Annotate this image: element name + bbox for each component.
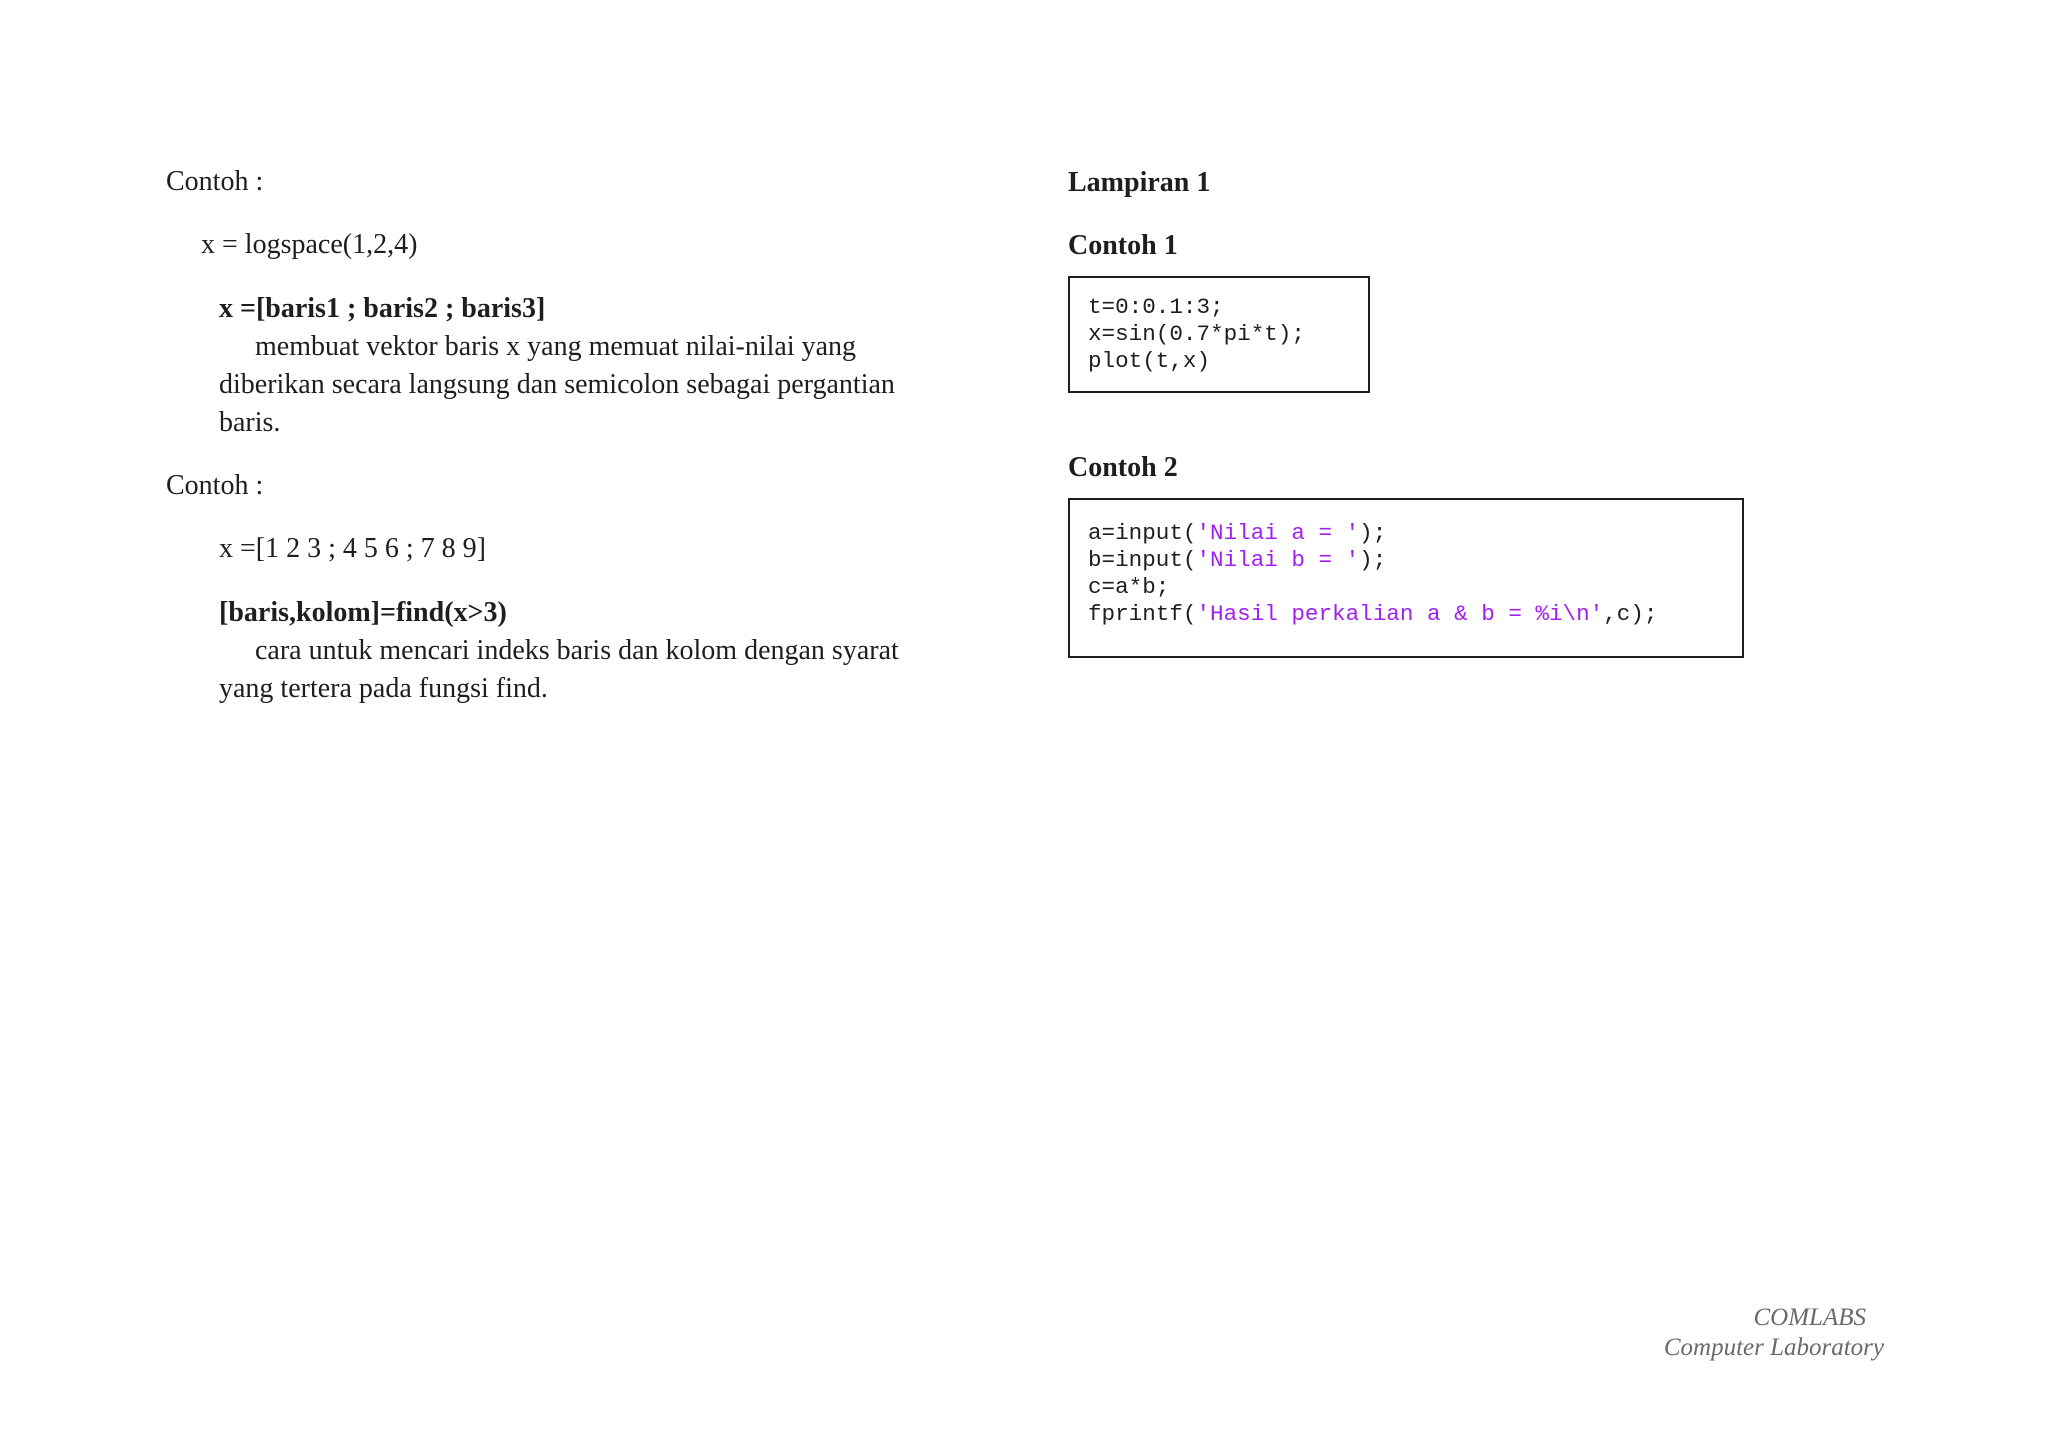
example-code: x =[1 2 3 ; 4 5 6 ; 7 8 9]	[219, 533, 486, 564]
description-line: yang tertera pada fungsi find.	[219, 673, 548, 704]
code-box-example-2	[1068, 498, 1744, 658]
description-line: baris.	[219, 407, 281, 438]
section-description	[219, 328, 989, 442]
code-box-example-1	[1068, 276, 1370, 393]
example-heading: Contoh 2	[1068, 452, 1178, 483]
example-heading: Contoh 1	[1068, 230, 1178, 261]
appendix-title: Lampiran 1	[1068, 167, 1211, 198]
string-literal: 'Nilai a = '	[1196, 520, 1360, 546]
section-heading: [baris,kolom]=find(x>3)	[219, 597, 507, 628]
description-line: membuat vektor baris x yang memuat nilai-nilai yang	[255, 331, 857, 362]
example-label: Contoh :	[166, 166, 264, 197]
code-line: b=input('Nilai b = ');	[1088, 547, 1387, 573]
section-heading: x =[baris1 ; baris2 ; baris3]	[219, 293, 546, 324]
footer	[1664, 1303, 1884, 1363]
footer-subtitle: Computer Laboratory	[1663, 1334, 1884, 1361]
section-description	[219, 632, 989, 708]
code-block	[1088, 520, 1657, 628]
example-label: Contoh :	[166, 470, 264, 501]
example-code: x = logspace(1,2,4)	[201, 229, 418, 260]
code-line: fprintf('Hasil perkalian a & b = %i\n',c);	[1088, 601, 1658, 627]
code-block	[1088, 294, 1305, 375]
footer-org: COMLABS	[1753, 1304, 1866, 1331]
code-line: c=a*b;	[1088, 574, 1170, 600]
description-line: cara untuk mencari indeks baris dan kolom dengan syarat	[255, 635, 899, 666]
code-line: a=input('Nilai a = ');	[1088, 520, 1387, 546]
code-line: plot(t,x)	[1088, 348, 1211, 374]
code-line: t=0:0.1:3;	[1088, 294, 1224, 320]
description-line: diberikan secara langsung dan semicolon sebagai pergantian	[219, 369, 895, 400]
code-line: x=sin(0.7*pi*t);	[1088, 321, 1305, 347]
string-literal: 'Nilai b = '	[1196, 547, 1360, 573]
string-literal: 'Hasil perkalian a & b = %i\n'	[1196, 601, 1604, 627]
